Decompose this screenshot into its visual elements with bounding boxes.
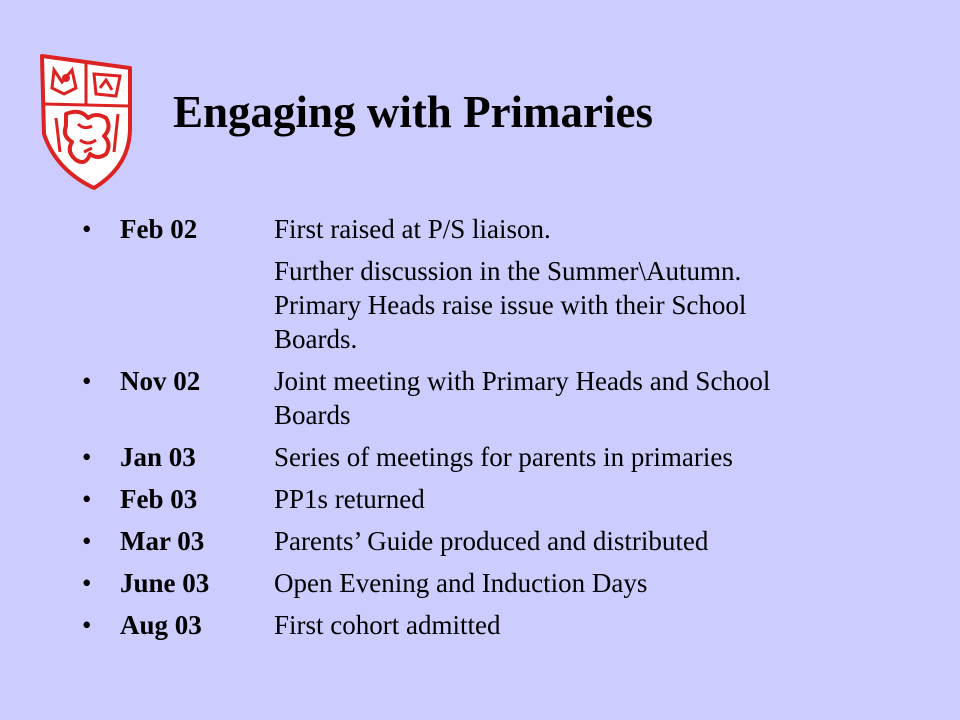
- timeline-description: [274, 440, 874, 474]
- bullet-icon: •: [82, 366, 92, 396]
- description-line: Boards: [274, 400, 351, 430]
- timeline-item: [80, 482, 900, 516]
- timeline-description: [274, 524, 874, 558]
- description-line: Further discussion in the Summer\Autumn.: [274, 256, 742, 286]
- timeline-date: Mar 03: [120, 526, 205, 556]
- timeline-date: Aug 03: [120, 610, 202, 640]
- bullet-icon: •: [82, 442, 92, 472]
- timeline-item: [80, 440, 900, 474]
- description-paragraph: [274, 254, 874, 356]
- timeline-description: [274, 364, 874, 432]
- timeline-item: [80, 566, 900, 600]
- bullet-icon: •: [82, 484, 92, 514]
- description-paragraph: [274, 524, 874, 558]
- bullet-icon: •: [82, 526, 92, 556]
- bullet-icon: •: [82, 568, 92, 598]
- timeline-description: [274, 482, 874, 516]
- description-paragraph: [274, 566, 874, 600]
- timeline-description: [274, 566, 874, 600]
- description-line: Parents’ Guide produced and distributed: [274, 526, 709, 556]
- description-paragraph: [274, 364, 874, 432]
- description-line: Boards.: [274, 324, 358, 354]
- description-line: Series of meetings for parents in primaries: [274, 442, 733, 472]
- timeline-list: [80, 212, 900, 650]
- description-paragraph: [274, 212, 874, 246]
- timeline-date: Feb 02: [120, 214, 198, 244]
- timeline-item: [80, 524, 900, 558]
- description-line: Open Evening and Induction Days: [274, 568, 648, 598]
- bullet-icon: •: [82, 610, 92, 640]
- description-line: PP1s returned: [274, 484, 425, 514]
- timeline-date: Jan 03: [120, 442, 196, 472]
- timeline-description: [274, 212, 874, 356]
- description-line: Joint meeting with Primary Heads and School: [274, 366, 771, 396]
- description-line: First raised at P/S liaison.: [274, 214, 551, 244]
- description-paragraph: [274, 482, 874, 516]
- description-paragraph: [274, 608, 874, 642]
- bullet-icon: •: [82, 214, 92, 244]
- timeline-description: [274, 608, 874, 642]
- slide-title: Engaging with Primaries: [173, 87, 653, 137]
- timeline-item: [80, 364, 900, 432]
- description-line: Primary Heads raise issue with their School: [274, 290, 747, 320]
- timeline-date: Nov 02: [120, 366, 201, 396]
- timeline-item: [80, 608, 900, 642]
- timeline-date: June 03: [120, 568, 210, 598]
- description-line: First cohort admitted: [274, 610, 501, 640]
- timeline-item: [80, 212, 900, 356]
- timeline-date: Feb 03: [120, 484, 198, 514]
- description-paragraph: [274, 440, 874, 474]
- school-crest-icon: [36, 48, 136, 192]
